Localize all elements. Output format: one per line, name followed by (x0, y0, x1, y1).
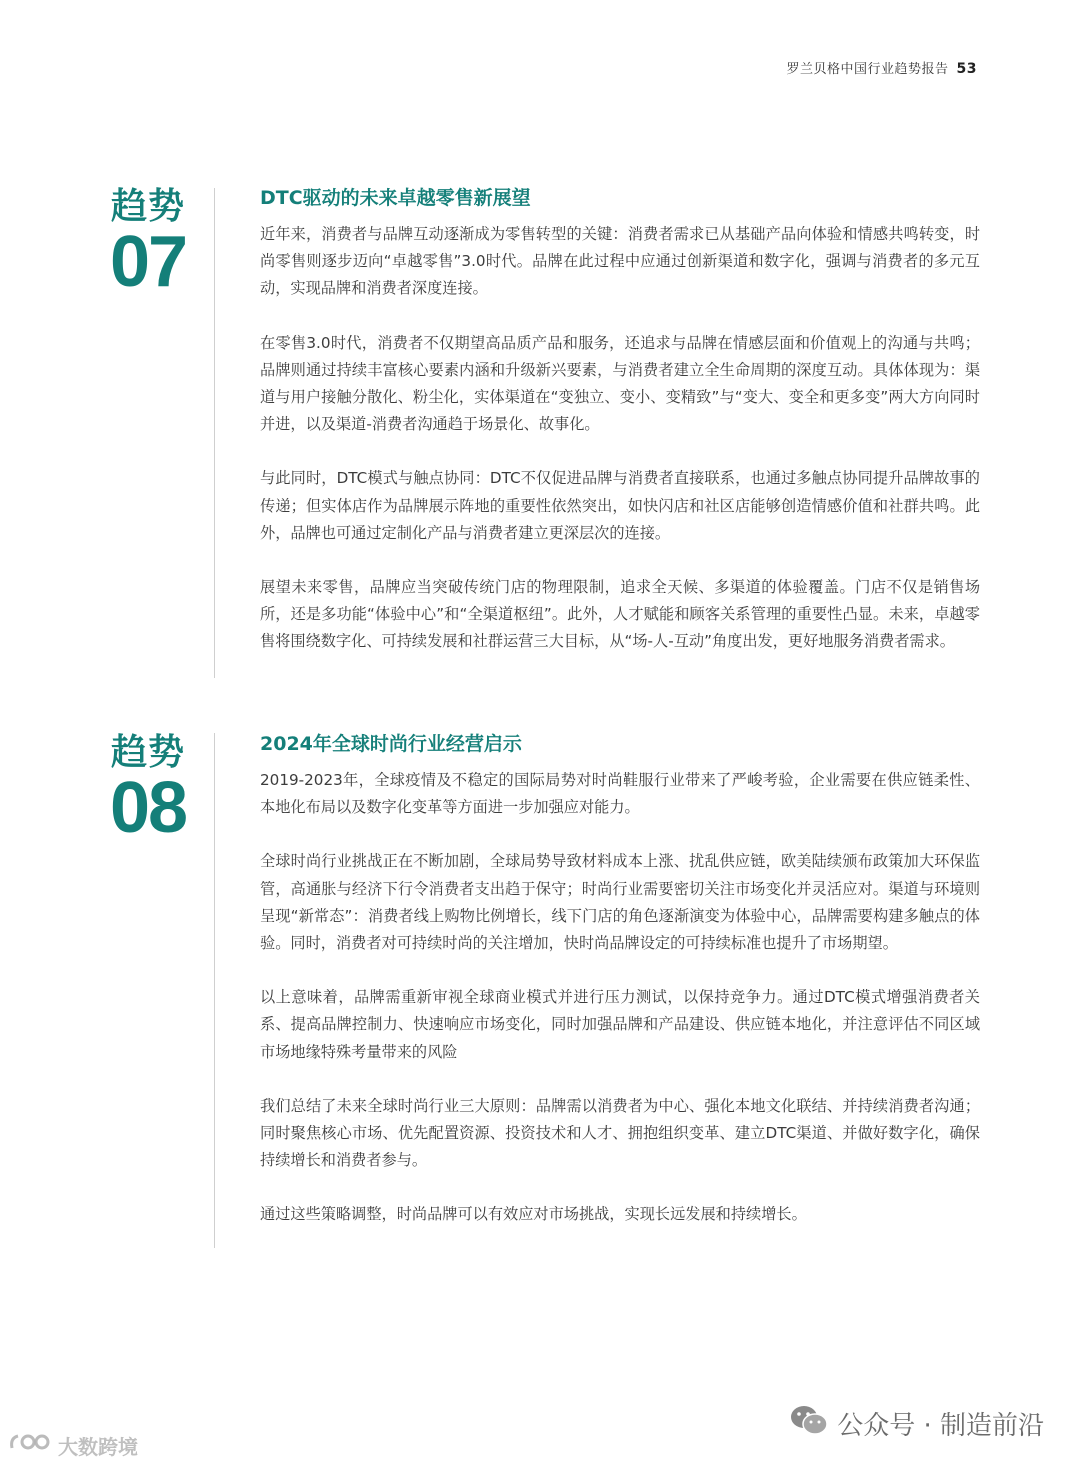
trend-word: 趋势 (110, 186, 185, 227)
paragraph: 通过这些策略调整，时尚品牌可以有效应对市场挑战，实现长远发展和持续增长。 (260, 1205, 807, 1224)
paragraph: 以上意味着，品牌需重新审视全球商业模式并进行压力测试，以保持竞争力。通过DTC模式增强消费者关系、提高品牌控制力、快速响应市场变化，同时加强品牌和产品建设、供应链本地化，并注意评估不同区域市场地缘特殊考量带来的风险 (260, 988, 980, 1061)
report-title: 罗兰贝格中国行业趋势报告 (786, 62, 949, 77)
report-header (787, 58, 978, 77)
paragraph: 全球时尚行业挑战正在不断加剧，全球局势导致材料成本上涨、扰乱供应链，欧美陆续颁布政策加大环保监管，高通胀与经济下行令消费者支出趋于保守；时尚行业需要密切关注市场变化并灵活应对。渠道与环境则呈现“新常态”：消费者线上购物比例增长，线下门店的角色逐渐演变为体验中心，品牌需要构建多触点的体验。同时，消费者对可持续时尚的关注增加，快时尚品牌设定的可持续标准也提升了市场期望。 (260, 852, 980, 953)
paragraph: 在零售3.0时代，消费者不仅期望高品质产品和服务，还追求与品牌在情感层面和价值观上的沟通与共鸣；品牌则通过持续丰富核心要素内涵和升级新兴要素，与消费者建立全生命周期的深度互动。具体体现为：渠道与用户接触分散化、粉尘化，实体渠道在“变独立、变小、变精致”与“变大、变全和更多变”两大方向同时并进，以及渠道-消费者沟通趋于场景化、故事化。 (260, 333, 980, 434)
trend-number: 08 (109, 768, 187, 848)
trend-08-label (92, 732, 204, 848)
paragraph: 展望未来零售，品牌应当突破传统门店的物理限制，追求全天候、多渠道的体验覆盖。门店不仅是销售场所，还是多功能“体验中心”和“全渠道枢纽”。此外，人才赋能和顾客关系管理的重要性凸显。未来，卓越零售将围绕数字化、可持续发展和社群运营三大目标，从“场-人-互动”角度出发，更好地服务消费者需求。 (260, 578, 980, 651)
paragraph: 近年来，消费者与品牌互动逐渐成为零售转型的关键：消费者需求已从基础产品向体验和情感共鸣转变，时尚零售则逐步迈向“卓越零售”3.0时代。品牌在此过程中应通过创新渠道和数字化，强调与消费者的多元互动，实现品牌和消费者深度连接。 (260, 225, 980, 298)
watermark-right-text: 公众号 · 制造前沿 (837, 1411, 1044, 1441)
trend-07-section (260, 185, 980, 683)
divider-line (214, 733, 215, 1248)
paragraph: 2019-2023年，全球疫情及不稳定的国际局势对时尚鞋服行业带来了严峻考验，企业需要在供应链柔性、本地化布局以及数字化变革等方面进一步加强应对能力。 (260, 771, 980, 817)
watermark-left (8, 1430, 138, 1461)
wechat-icon (789, 1403, 829, 1444)
trend-08-section (260, 731, 980, 1256)
divider-line (214, 188, 215, 678)
paragraph: 我们总结了未来全球时尚行业三大原则：品牌需以消费者为中心、强化本地文化联结、并持续消费者沟通；同时聚焦核心市场、优先配置资源、投资技术和人才、拥抱组织变革、建立DTC渠道、并做好数字化，确保持续增长和消费者参与。 (260, 1096, 980, 1170)
watermark-right (789, 1403, 1044, 1444)
logo-icon (8, 1430, 52, 1461)
section-heading: DTC驱动的未来卓越零售新展望 (260, 187, 531, 209)
watermark-left-text: 大数跨境 (58, 1435, 138, 1459)
trend-word: 趋势 (110, 732, 185, 773)
section-heading: 2024年全球时尚行业经营启示 (260, 733, 522, 755)
trend-number: 07 (109, 222, 187, 302)
paragraph: 与此同时，DTC模式与触点协同：DTC不仅促进品牌与消费者直接联系，也通过多触点协同提升品牌故事的传递；但实体店作为品牌展示阵地的重要性依然突出，如快闪店和社区店能够创造情感价值和社群共鸣。此外，品牌也可通过定制化产品与消费者建立更深层次的连接。 (260, 469, 980, 542)
trend-07-label (92, 186, 204, 302)
page-number: 53 (956, 61, 977, 77)
